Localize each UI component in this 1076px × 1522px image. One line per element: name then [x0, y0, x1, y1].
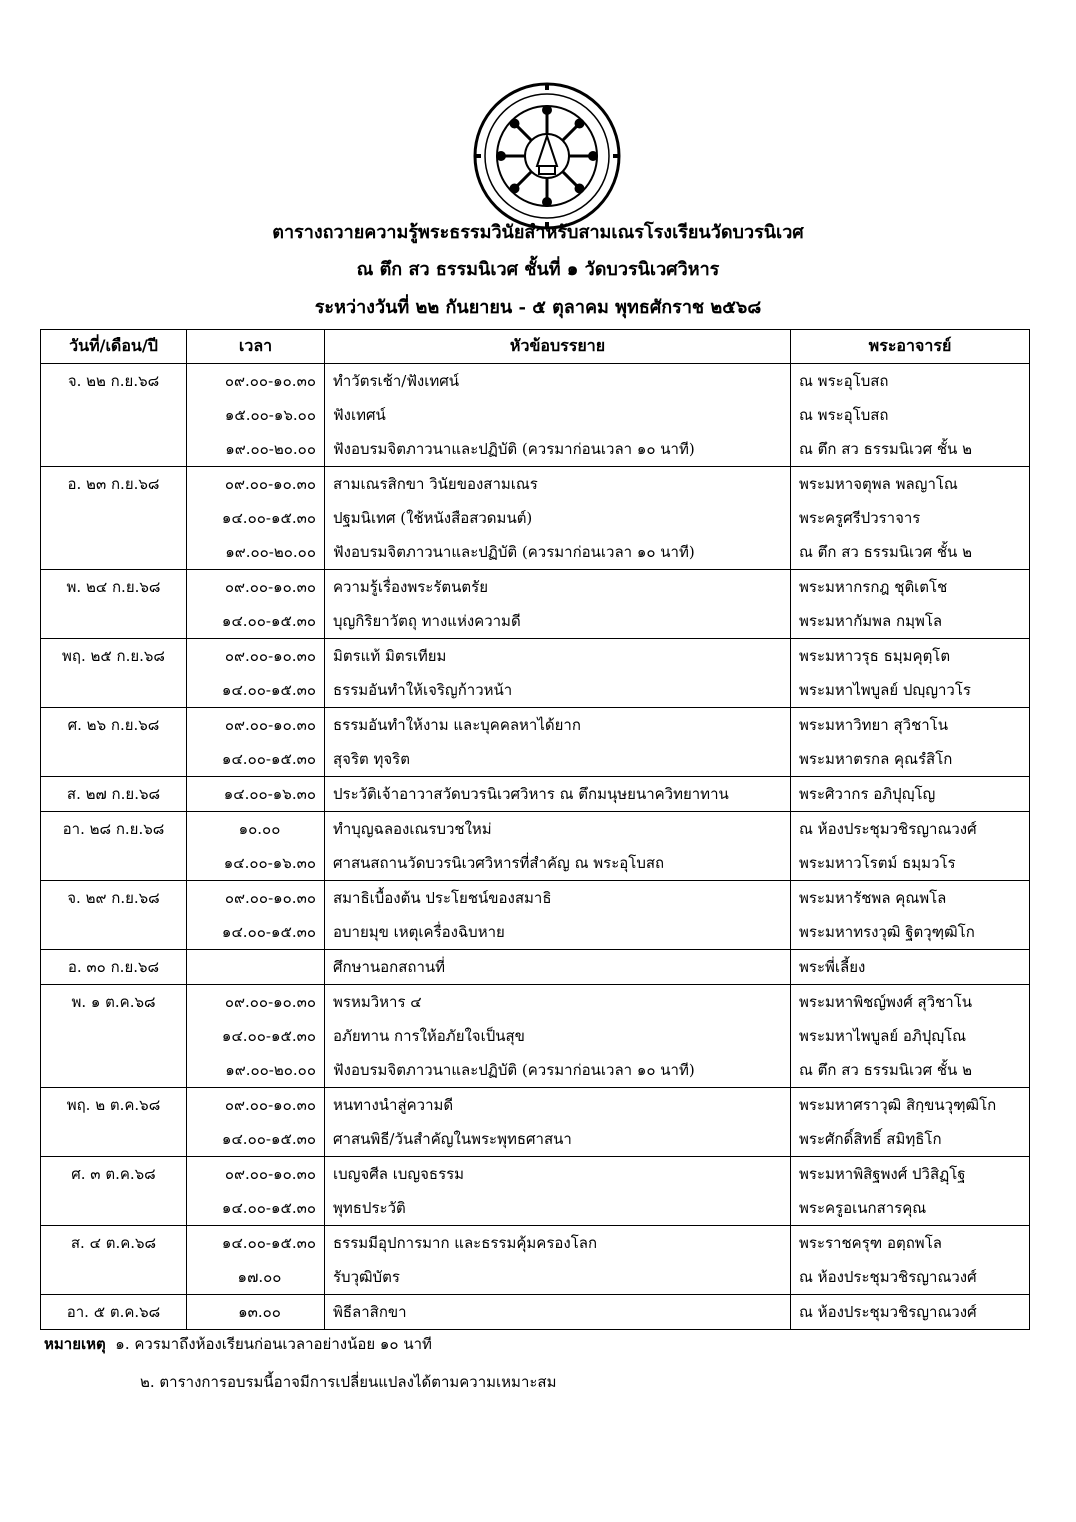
cell-date [41, 673, 187, 708]
cell-topic: อบายมุข เหตุเครื่องฉิบหาย [325, 915, 791, 950]
table-row [41, 535, 1030, 570]
table-header-row [41, 330, 1030, 364]
cell-topic: ฟังอบรมจิตภาวนาและปฏิบัติ (ควรมาก่อนเวลา ๑๐ นาที) [325, 432, 791, 467]
notes-line-1 [44, 1330, 432, 1358]
cell-date: ส. ๔ ต.ค.๖๘ [41, 1226, 187, 1261]
cell-date: อ. ๒๓ ก.ย.๖๘ [41, 467, 187, 502]
table-row [41, 915, 1030, 950]
schedule-body [41, 364, 1030, 1330]
cell-topic: พรหมวิหาร ๔ [325, 985, 791, 1020]
cell-time: ๐๙.๐๐-๑๐.๓๐ [187, 639, 325, 674]
cell-teacher: ณ ห้องประชุมวชิรญาณวงศ์ [791, 812, 1030, 847]
cell-date: จ. ๒๙ ก.ย.๖๘ [41, 881, 187, 916]
cell-topic: บุญกิริยาวัตถุ ทางแห่งความดี [325, 604, 791, 639]
cell-time: ๑๗.๐๐ [187, 1260, 325, 1295]
cell-teacher: พระมหาไพบูลย์ อภิปุญฺโณ [791, 1019, 1030, 1053]
cell-topic: ปฐมนิเทศ (ใช้หนังสือสวดมนต์) [325, 501, 791, 535]
table-row [41, 1260, 1030, 1295]
cell-topic: เบญจศีล เบญจธรรม [325, 1157, 791, 1192]
table-row [41, 777, 1030, 812]
cell-date [41, 398, 187, 432]
note-1: ๑. ควรมาถึงห้องเรียนก่อนเวลาอย่างน้อย ๑๐ นาที [115, 1335, 432, 1353]
cell-date [41, 501, 187, 535]
table-row [41, 1053, 1030, 1088]
table-row [41, 1226, 1030, 1261]
cell-teacher: พระศิวากร อภิปุญฺโญ [791, 777, 1030, 812]
table-row [41, 570, 1030, 605]
cell-time [187, 950, 325, 985]
cell-topic: พิธีลาสิกขา [325, 1295, 791, 1330]
cell-date [41, 915, 187, 950]
table-row [41, 1295, 1030, 1330]
cell-topic: ธรรมมีอุปการมาก และธรรมคุ้มครองโลก [325, 1226, 791, 1261]
table-row [41, 812, 1030, 847]
column-header-date: วันที่/เดือน/ปี [41, 330, 187, 364]
cell-teacher: พระมหาวรุธ ธมฺมคุตฺโต [791, 639, 1030, 674]
cell-topic: หนทางนำสู่ความดี [325, 1088, 791, 1123]
cell-topic: มิตรแท้ มิตรเทียม [325, 639, 791, 674]
cell-topic: ฟังเทศน์ [325, 398, 791, 432]
cell-teacher: พระมหาวโรตม์ ธมฺมวโร [791, 846, 1030, 881]
cell-topic: ฟังอบรมจิตภาวนาและปฏิบัติ (ควรมาก่อนเวลา ๑๐ นาที) [325, 535, 791, 570]
cell-date: ส. ๒๗ ก.ย.๖๘ [41, 777, 187, 812]
cell-topic: สุจริต ทุจริต [325, 742, 791, 777]
cell-time: ๑๕.๐๐-๑๖.๐๐ [187, 398, 325, 432]
cell-time: ๑๙.๐๐-๒๐.๐๐ [187, 535, 325, 570]
cell-topic: ทำบุญฉลองเณรบวชใหม่ [325, 812, 791, 847]
note-2: ๒. ตารางการอบรมนี้อาจมีการเปลี่ยนแปลงได้ตามความเหมาะสม [140, 1373, 557, 1391]
cell-teacher: พระมหาตรกล คุณรํสิโก [791, 742, 1030, 777]
cell-date: อ. ๓๐ ก.ย.๖๘ [41, 950, 187, 985]
table-row [41, 398, 1030, 432]
cell-time: ๑๔.๐๐-๑๖.๓๐ [187, 846, 325, 881]
temple-seal-logo [471, 80, 623, 232]
title-line-3: ระหว่างวันที่ ๒๒ กันยายน - ๕ ตุลาคม พุทธศักราช ๒๕๖๘ [314, 297, 762, 318]
cell-time: ๑๙.๐๐-๒๐.๐๐ [187, 1053, 325, 1088]
cell-topic: รับวุฒิบัตร [325, 1260, 791, 1295]
cell-teacher: พระราชครุฑ อตฺถพโล [791, 1226, 1030, 1261]
table-row [41, 846, 1030, 881]
cell-time: ๐๙.๐๐-๑๐.๓๐ [187, 364, 325, 399]
cell-topic: สมาธิเบื้องต้น ประโยชน์ของสมาธิ [325, 881, 791, 916]
cell-time: ๑๔.๐๐-๑๕.๓๐ [187, 742, 325, 777]
cell-teacher: พระมหาพิสิฐพงศ์ ปวิสิฏฺโฐ [791, 1157, 1030, 1192]
cell-teacher: ณ ห้องประชุมวชิรญาณวงศ์ [791, 1295, 1030, 1330]
cell-time: ๑๔.๐๐-๑๕.๓๐ [187, 1226, 325, 1261]
cell-teacher: พระครูอเนกสารคุณ [791, 1191, 1030, 1226]
cell-teacher: ณ ตึก สว ธรรมนิเวศ ชั้น ๒ [791, 535, 1030, 570]
cell-topic: ธรรมอันทำให้งาม และบุคคลหาได้ยาก [325, 708, 791, 743]
table-row [41, 950, 1030, 985]
cell-date: พ. ๑ ต.ค.๖๘ [41, 985, 187, 1020]
cell-teacher: พระมหาจตุพล พลญาโณ [791, 467, 1030, 502]
cell-teacher: ณ พระอุโบสถ [791, 364, 1030, 399]
cell-date: จ. ๒๒ ก.ย.๖๘ [41, 364, 187, 399]
table-row [41, 673, 1030, 708]
cell-topic: ศาสนพิธี/วันสำคัญในพระพุทธศาสนา [325, 1122, 791, 1157]
cell-teacher: พระครูศรีปวราจาร [791, 501, 1030, 535]
cell-teacher: ณ พระอุโบสถ [791, 398, 1030, 432]
table-row [41, 1191, 1030, 1226]
cell-date [41, 1053, 187, 1088]
cell-time: ๑๐.๐๐ [187, 812, 325, 847]
cell-time: ๐๙.๐๐-๑๐.๓๐ [187, 708, 325, 743]
cell-date: อา. ๒๘ ก.ย.๖๘ [41, 812, 187, 847]
cell-time: ๑๔.๐๐-๑๕.๓๐ [187, 1019, 325, 1053]
table-row [41, 1019, 1030, 1053]
cell-time: ๑๔.๐๐-๑๖.๓๐ [187, 777, 325, 812]
table-row [41, 1157, 1030, 1192]
cell-date: อา. ๕ ต.ค.๖๘ [41, 1295, 187, 1330]
cell-teacher: พระมหาวิทยา สุวิชาโน [791, 708, 1030, 743]
cell-time: ๑๔.๐๐-๑๕.๓๐ [187, 915, 325, 950]
table-row [41, 432, 1030, 467]
cell-topic: สามเณรสิกขา วินัยของสามเณร [325, 467, 791, 502]
cell-teacher: พระศักดิ์สิทธิ์ สมิทฺธิโก [791, 1122, 1030, 1157]
cell-date [41, 742, 187, 777]
cell-date [41, 432, 187, 467]
cell-topic: พุทธประวัติ [325, 1191, 791, 1226]
cell-time: ๑๔.๐๐-๑๕.๓๐ [187, 1191, 325, 1226]
title-line-1: ตารางถวายความรู้พระธรรมวินัยสำหรับสามเณรโรงเรียนวัดบวรนิเวศ [272, 222, 804, 243]
table-row [41, 881, 1030, 916]
cell-teacher: พระมหาพิชญ์พงศ์ สุวิชาโน [791, 985, 1030, 1020]
cell-time: ๐๙.๐๐-๑๐.๓๐ [187, 1157, 325, 1192]
cell-date: พฤ. ๒ ต.ค.๖๘ [41, 1088, 187, 1123]
cell-time: ๐๙.๐๐-๑๐.๓๐ [187, 985, 325, 1020]
cell-time: ๑๔.๐๐-๑๕.๓๐ [187, 604, 325, 639]
table-row [41, 604, 1030, 639]
table-row [41, 742, 1030, 777]
cell-topic: ทำวัตรเช้า/ฟังเทศน์ [325, 364, 791, 399]
table-row [41, 364, 1030, 399]
cell-teacher: พระพี่เลี้ยง [791, 950, 1030, 985]
cell-time: ๑๙.๐๐-๒๐.๐๐ [187, 432, 325, 467]
cell-teacher: ณ ห้องประชุมวชิรญาณวงศ์ [791, 1260, 1030, 1295]
cell-teacher: ณ ตึก สว ธรรมนิเวศ ชั้น ๒ [791, 432, 1030, 467]
cell-time: ๑๓.๐๐ [187, 1295, 325, 1330]
cell-time: ๐๙.๐๐-๑๐.๓๐ [187, 467, 325, 502]
schedule-table [40, 329, 1030, 1330]
cell-date [41, 535, 187, 570]
table-row [41, 467, 1030, 502]
cell-time: ๐๙.๐๐-๑๐.๓๐ [187, 881, 325, 916]
cell-date [41, 604, 187, 639]
cell-date [41, 1122, 187, 1157]
cell-date [41, 1260, 187, 1295]
table-row [41, 501, 1030, 535]
notes-label: หมายเหตุ [44, 1335, 106, 1353]
column-header-teacher: พระอาจารย์ [791, 330, 1030, 364]
column-header-topic: หัวข้อบรรยาย [325, 330, 791, 364]
cell-teacher: พระมหารัชพล คุณพโล [791, 881, 1030, 916]
title-line-2: ณ ตึก สว ธรรมนิเวศ ชั้นที่ ๑ วัดบวรนิเวศวิหาร [356, 259, 720, 280]
cell-time: ๑๔.๐๐-๑๕.๓๐ [187, 501, 325, 535]
cell-time: ๑๔.๐๐-๑๕.๓๐ [187, 1122, 325, 1157]
table-row [41, 985, 1030, 1020]
cell-date [41, 1019, 187, 1053]
cell-teacher: พระมหาไพบูลย์ ปญฺญาวโร [791, 673, 1030, 708]
table-row [41, 708, 1030, 743]
cell-date [41, 1191, 187, 1226]
cell-teacher: พระมหาศราวุฒิ สิกฺขนวุฑฺฒิโก [791, 1088, 1030, 1123]
cell-teacher: ณ ตึก สว ธรรมนิเวศ ชั้น ๒ [791, 1053, 1030, 1088]
table-row [41, 1122, 1030, 1157]
cell-teacher: พระมหากัมพล กมฺพโล [791, 604, 1030, 639]
cell-teacher: พระมหากรกฎ ชุติเตโช [791, 570, 1030, 605]
column-header-time: เวลา [187, 330, 325, 364]
cell-topic: อภัยทาน การให้อภัยใจเป็นสุข [325, 1019, 791, 1053]
cell-time: ๑๔.๐๐-๑๕.๓๐ [187, 673, 325, 708]
cell-teacher: พระมหาทรงวุฒิ ฐิตวุฑฺฒิโก [791, 915, 1030, 950]
cell-topic: ธรรมอันทำให้เจริญก้าวหน้า [325, 673, 791, 708]
cell-topic: ประวัติเจ้าอาวาสวัดบวรนิเวศวิหาร ณ ตึกมนุษยนาควิทยาทาน [325, 777, 791, 812]
cell-topic: ฟังอบรมจิตภาวนาและปฏิบัติ (ควรมาก่อนเวลา ๑๐ นาที) [325, 1053, 791, 1088]
cell-date: พฤ. ๒๕ ก.ย.๖๘ [41, 639, 187, 674]
table-row [41, 639, 1030, 674]
cell-topic: ความรู้เรื่องพระรัตนตรัย [325, 570, 791, 605]
cell-date: พ. ๒๔ ก.ย.๖๘ [41, 570, 187, 605]
cell-date: ศ. ๒๖ ก.ย.๖๘ [41, 708, 187, 743]
cell-topic: ศึกษานอกสถานที่ [325, 950, 791, 985]
cell-date: ศ. ๓ ต.ค.๖๘ [41, 1157, 187, 1192]
cell-date [41, 846, 187, 881]
cell-topic: ศาสนสถานวัดบวรนิเวศวิหารที่สำคัญ ณ พระอุโบสถ [325, 846, 791, 881]
cell-time: ๐๙.๐๐-๑๐.๓๐ [187, 1088, 325, 1123]
table-row [41, 1088, 1030, 1123]
cell-time: ๐๙.๐๐-๑๐.๓๐ [187, 570, 325, 605]
